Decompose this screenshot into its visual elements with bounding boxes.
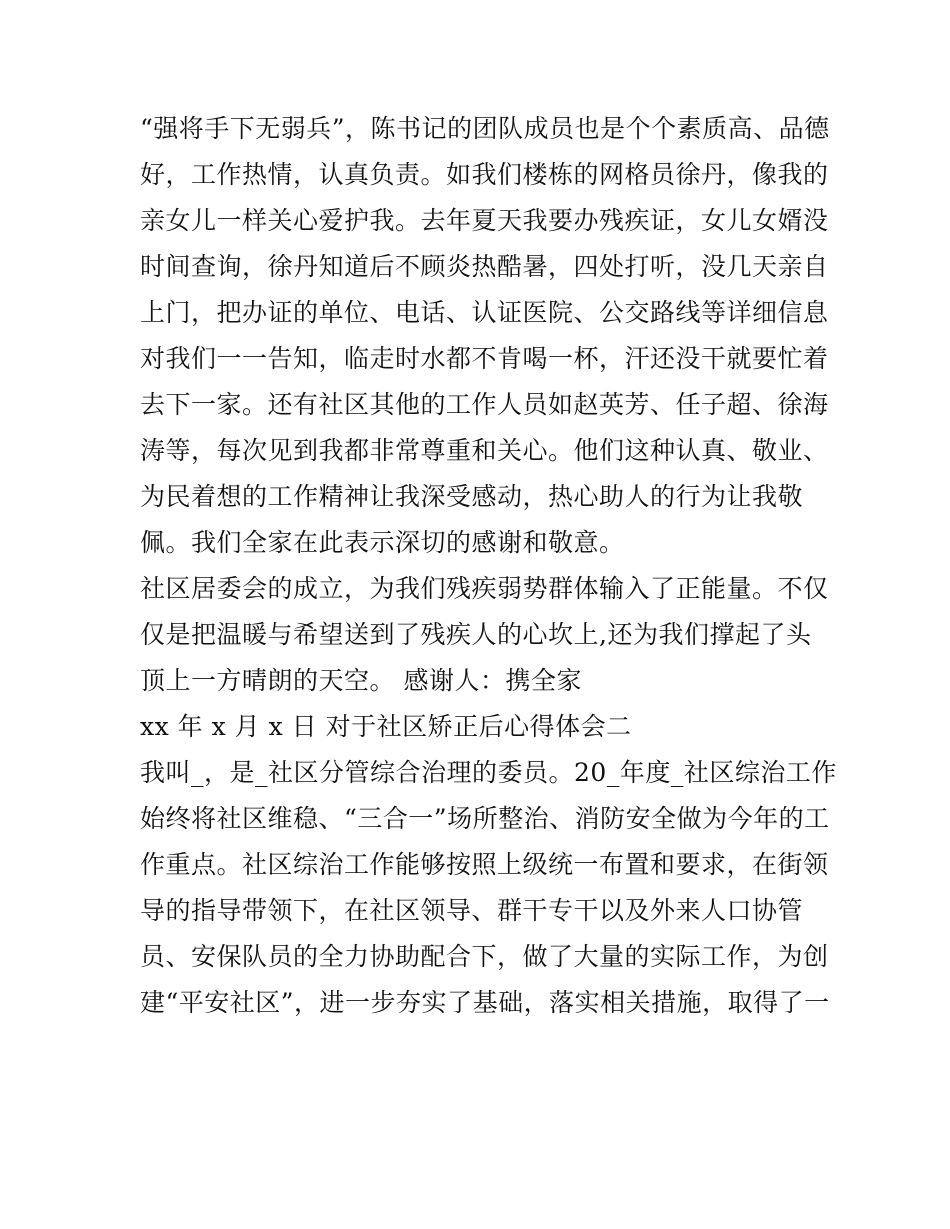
text-line-7: 去下一家。还有社区其他的工作人员如赵英芳、任子超、徐海 — [140, 390, 829, 419]
text-line-8: 涛等，每次见到我都非常尊重和关心。他们这种认真、敬业、 — [140, 436, 829, 465]
text-line-18: 导的指导带领下，在社区领导、群干专干以及外来人口协管 — [140, 896, 804, 925]
text-line-10: 佩。我们全家在此表示深切的感谢和敬意。 — [140, 528, 625, 557]
text-line-20: 建“平安社区”，进一步夯实了基础，落实相关措施，取得了一 — [140, 988, 830, 1017]
text-line-13: 顶上一方晴朗的天空。 感谢人：携全家 — [140, 666, 582, 695]
text-line-2: 好，工作热情，认真负责。如我们楼栋的网格员徐丹，像我的 — [140, 160, 829, 189]
text-line-19: 员、安保队员的全力协助配合下，做了大量的实际工作，为创 — [140, 942, 829, 971]
text-line-14: xx 年 x 月 x 日 对于社区矫正后心得体会二 — [140, 712, 632, 741]
text-line-11: 社区居委会的成立，为我们残疾弱势群体输入了正能量。不仅 — [140, 574, 829, 603]
text-line-6: 对我们一一告知，临走时水都不肯喝一杯，汗还没干就要忙着 — [140, 344, 829, 373]
text-line-17: 作重点。社区综治工作能够按照上级统一布置和要求，在街领 — [140, 850, 829, 879]
text-line-9: 为民着想的工作精神让我深受感动，热心助人的行为让我敬 — [140, 482, 804, 511]
text-line-5: 上门，把办证的单位、电话、认证医院、公交路线等详细信息 — [140, 298, 829, 327]
text-line-3: 亲女儿一样关心爱护我。去年夏天我要办残疾证，女儿女婿没 — [140, 206, 829, 235]
text-line-16: 始终将社区维稳、“三合一”场所整治、消防安全做为今年的工 — [140, 804, 830, 833]
text-line-15: 我叫_，是_社区分管综合治理的委员。20_年度_社区综治工作 — [140, 758, 837, 787]
text-line-1: “强将手下无弱兵”，陈书记的团队成员也是个个素质高、品德 — [140, 114, 830, 143]
text-line-12: 仅是把温暖与希望送到了残疾人的心坎上,还为我们撑起了头 — [140, 620, 812, 649]
document-body — [140, 106, 837, 1026]
text-line-4: 时间查询，徐丹知道后不顾炎热酷暑，四处打听，没几天亲自 — [140, 252, 829, 281]
